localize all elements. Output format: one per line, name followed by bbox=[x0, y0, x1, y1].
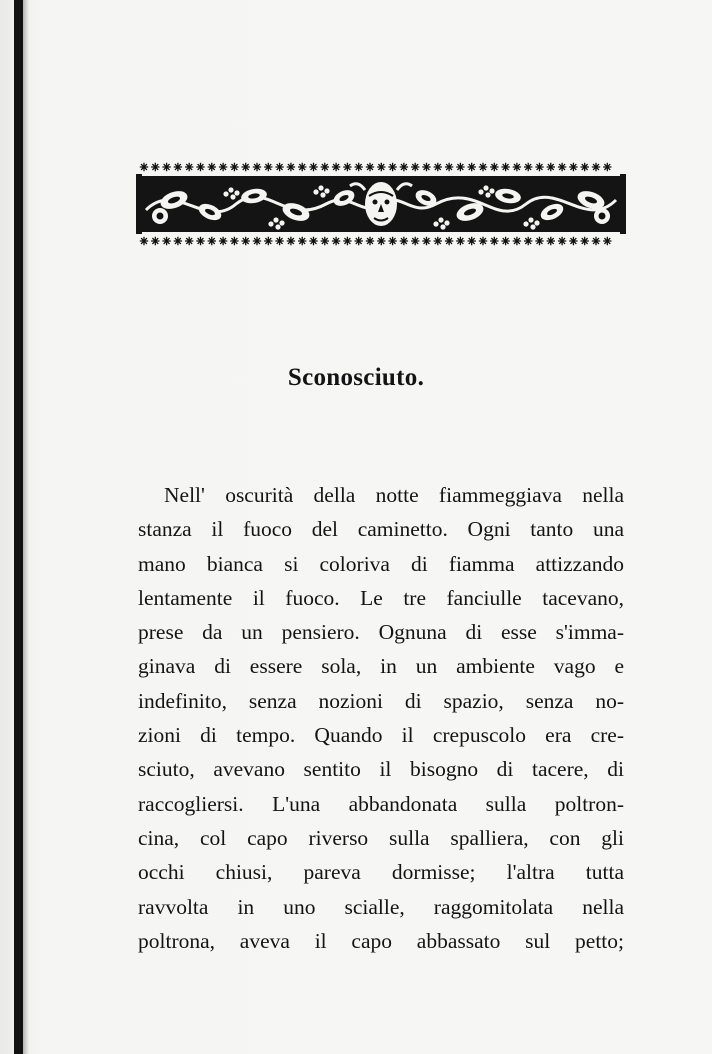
text-line: mano bianca si coloriva di fiamma attizzando bbox=[138, 551, 624, 576]
text-line: zioni di tempo. Quando il crepuscolo era cre- bbox=[138, 723, 624, 748]
text-line: occhi chiusi, pareva dormisse; l'altra tutta bbox=[138, 860, 624, 885]
text-line: ravvolta in uno scialle, raggomitolata nella bbox=[138, 894, 624, 919]
text-line: prese da un pensiero. Ognuna di esse s'imma- bbox=[138, 620, 624, 645]
text-line: sciuto, avevano sentito il bisogno di tacere, di bbox=[138, 757, 624, 782]
book-spine-edge bbox=[14, 0, 23, 1054]
text-line: cina, col capo riverso sulla spalliera, con gli bbox=[138, 825, 624, 850]
ornament-bottom-border bbox=[140, 237, 612, 245]
text-line: Nell' oscurità della notte fiammeggiava nella bbox=[164, 483, 624, 507]
text-line: ginava di essere sola, in un ambiente vago e bbox=[138, 654, 624, 679]
floral-grotesque-headpiece-icon bbox=[136, 160, 626, 248]
text-line: stanza il fuoco del caminetto. Ogni tanto una bbox=[138, 517, 624, 542]
text-line: poltrona, aveva il capo abbassato sul petto; bbox=[138, 928, 624, 953]
spine-shadow bbox=[23, 0, 29, 1054]
text-line: indefinito, senza nozioni di spazio, senza no- bbox=[138, 688, 624, 713]
ornament-top-border bbox=[140, 163, 612, 171]
text-line: lentamente il fuoco. Le tre fanciulle tacevano, bbox=[138, 585, 624, 610]
body-paragraph bbox=[138, 478, 624, 958]
text-line: raccogliersi. L'una abbandonata sulla poltron- bbox=[138, 791, 624, 816]
chapter-title: Sconosciuto. bbox=[287, 364, 425, 391]
